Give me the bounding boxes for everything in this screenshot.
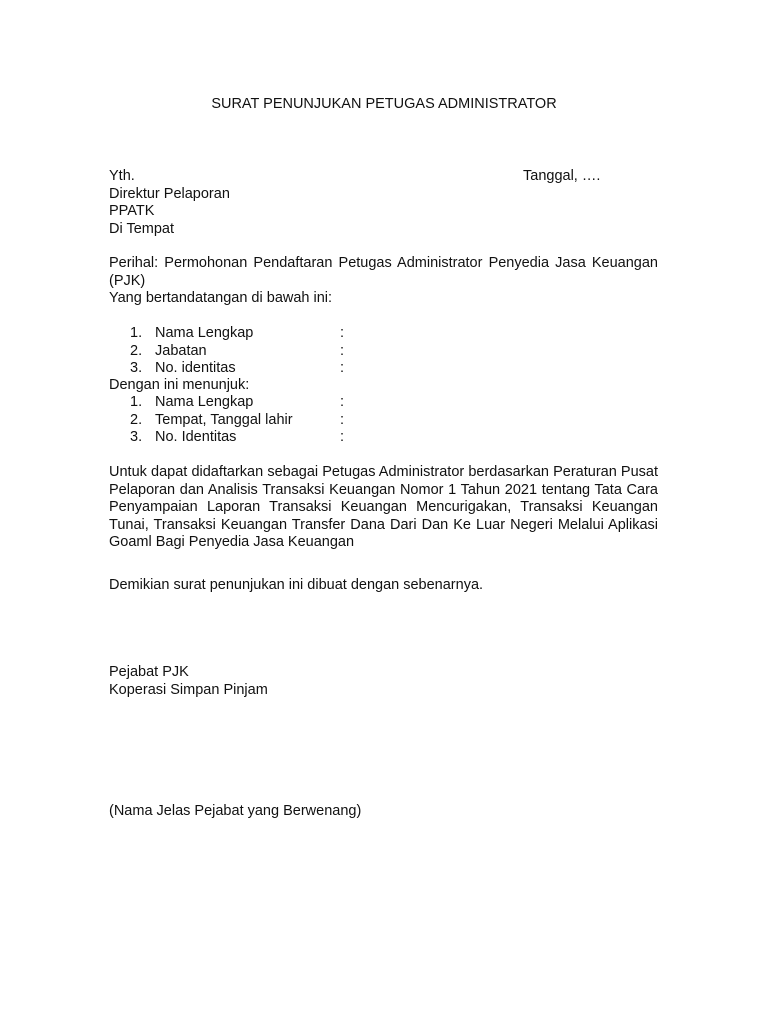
letter-date: Tanggal, …. (523, 168, 601, 184)
field-colon: : (340, 394, 345, 410)
field-label: No. Identitas (155, 429, 237, 445)
letter-closing: Demikian surat penunjukan ini dibuat dengan sebenarnya. (109, 577, 484, 593)
list-item (109, 325, 469, 343)
item-number: 1. (130, 394, 143, 410)
recipient-greeting: Yth. (109, 168, 135, 184)
list-item (109, 394, 469, 412)
signer-organization: Koperasi Simpan Pinjam (109, 681, 268, 698)
letter-title: SURAT PENUNJUKAN PETUGAS ADMINISTRATOR (211, 96, 557, 112)
signatory-intro: Yang bertandatangan di bawah ini: (109, 290, 333, 306)
list-item (109, 412, 469, 430)
recipient-position: Direktur Pelaporan (109, 185, 230, 202)
recipient-place: Di Tempat (109, 220, 175, 237)
field-colon: : (340, 411, 345, 428)
signatory-field-list (109, 325, 469, 378)
letter-body: Untuk dapat didaftarkan sebagai Petugas Administrator berdasarkan Peraturan Pusat Pelaporan dan Analisis Transaksi Keuangan Nomor 1 Tahun 2021 tentang Tata Cara Penyampaian Laporan Transaksi Keuangan Mencurigakan, Transaksi Keuangan Tunai, Transaksi Keuangan Transfer Dana Dari Dan Ke Luar Negeri Melalui Aplikasi Goaml Bagi Penyedia Jasa Keuangan (109, 464, 658, 550)
field-colon: : (340, 325, 345, 341)
item-number: 2. (130, 411, 143, 428)
field-label: Tempat, Tanggal lahir (155, 411, 293, 428)
item-number: 2. (130, 342, 143, 359)
recipient-block (109, 168, 230, 238)
signer-block (109, 664, 268, 699)
list-item (109, 343, 469, 361)
recipient-institution: PPATK (109, 203, 155, 219)
list-item (109, 429, 469, 447)
appointee-intro: Dengan ini menunjuk: (109, 377, 250, 393)
field-label: No. identitas (155, 360, 236, 376)
item-number: 3. (130, 429, 143, 445)
list-item (109, 360, 469, 378)
field-colon: : (340, 429, 345, 445)
item-number: 1. (130, 325, 143, 341)
appointee-field-list (109, 394, 469, 447)
signer-title: Pejabat PJK (109, 664, 189, 680)
field-label: Jabatan (155, 342, 207, 359)
field-colon: : (340, 342, 345, 359)
item-number: 3. (130, 360, 143, 376)
field-label: Nama Lengkap (155, 325, 254, 341)
signer-name-placeholder: (Nama Jelas Pejabat yang Berwenang) (109, 803, 362, 819)
field-colon: : (340, 360, 345, 376)
letter-subject: Perihal: Permohonan Pendaftaran Petugas Administrator Penyedia Jasa Keuangan (PJK) (109, 255, 658, 289)
field-label: Nama Lengkap (155, 394, 254, 410)
